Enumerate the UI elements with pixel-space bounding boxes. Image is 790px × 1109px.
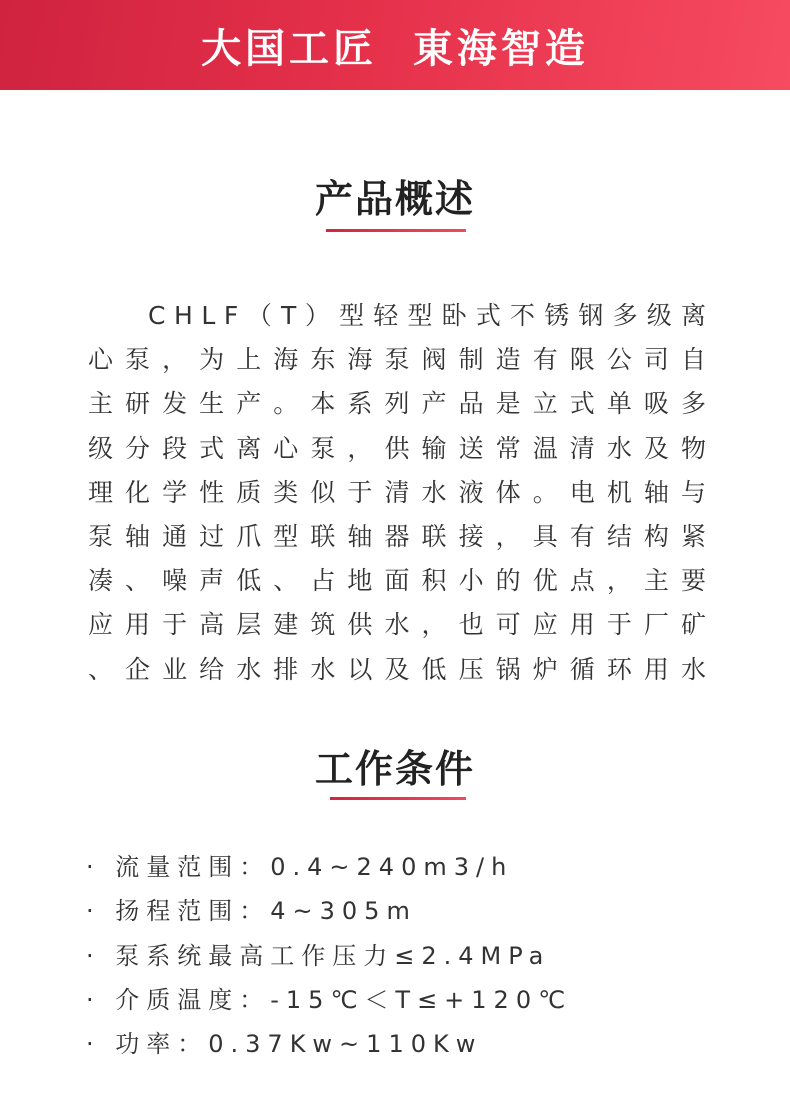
paragraph-line: 理 化 学 性 质 类 似 于 清 水 液 体 。 电 机 轴 与 xyxy=(88,477,706,507)
banner-slogan: 大国工匠 東海智造 xyxy=(201,25,589,72)
list-item: · 功率：0.37Kw~110Kw xyxy=(86,1030,483,1059)
overview-paragraph xyxy=(88,294,706,692)
list-item: · 泵系统最高工作压力≤2.4MPa xyxy=(86,941,551,970)
section-title-overview: 产品概述 xyxy=(314,177,475,221)
header-banner xyxy=(0,0,790,90)
paragraph-line: 心 泵 ， 为 上 海 东 海 泵 阀 制 造 有 限 公 司 自 xyxy=(88,345,706,375)
paragraph-line: C H L F （ T ） 型 轻 型 卧 式 不 锈 钢 多 级 离 xyxy=(148,301,706,330)
conditions-list xyxy=(86,845,572,1066)
title-underline xyxy=(326,229,466,232)
title-underline xyxy=(330,797,466,800)
paragraph-line: 凑 、 噪 声 低 、 占 地 面 积 小 的 优 点 ， 主 要 xyxy=(88,566,706,596)
section-title-conditions: 工作条件 xyxy=(314,747,475,791)
list-item: · 介质温度：-15℃＜T≤+120℃ xyxy=(86,985,573,1014)
paragraph-line: 、 企 业 给 水 排 水 以 及 低 压 锅 炉 循 环 用 水 xyxy=(88,654,706,684)
list-item: · 扬程范围：4~305m xyxy=(86,897,417,926)
list-item: · 流量范围：0.4~240m3/h xyxy=(86,853,514,881)
paragraph-line: 泵 轴 通 过 爪 型 联 轴 器 联 接 ， 具 有 结 构 紧 xyxy=(88,521,706,551)
paragraph-line: 主 研 发 生 产 。 本 系 列 产 品 是 立 式 单 吸 多 xyxy=(88,389,706,419)
paragraph-line: 应 用 于 高 层 建 筑 供 水 ， 也 可 应 用 于 厂 矿 xyxy=(88,610,706,640)
paragraph-line: 级 分 段 式 离 心 泵 ， 供 输 送 常 温 清 水 及 物 xyxy=(88,433,706,463)
